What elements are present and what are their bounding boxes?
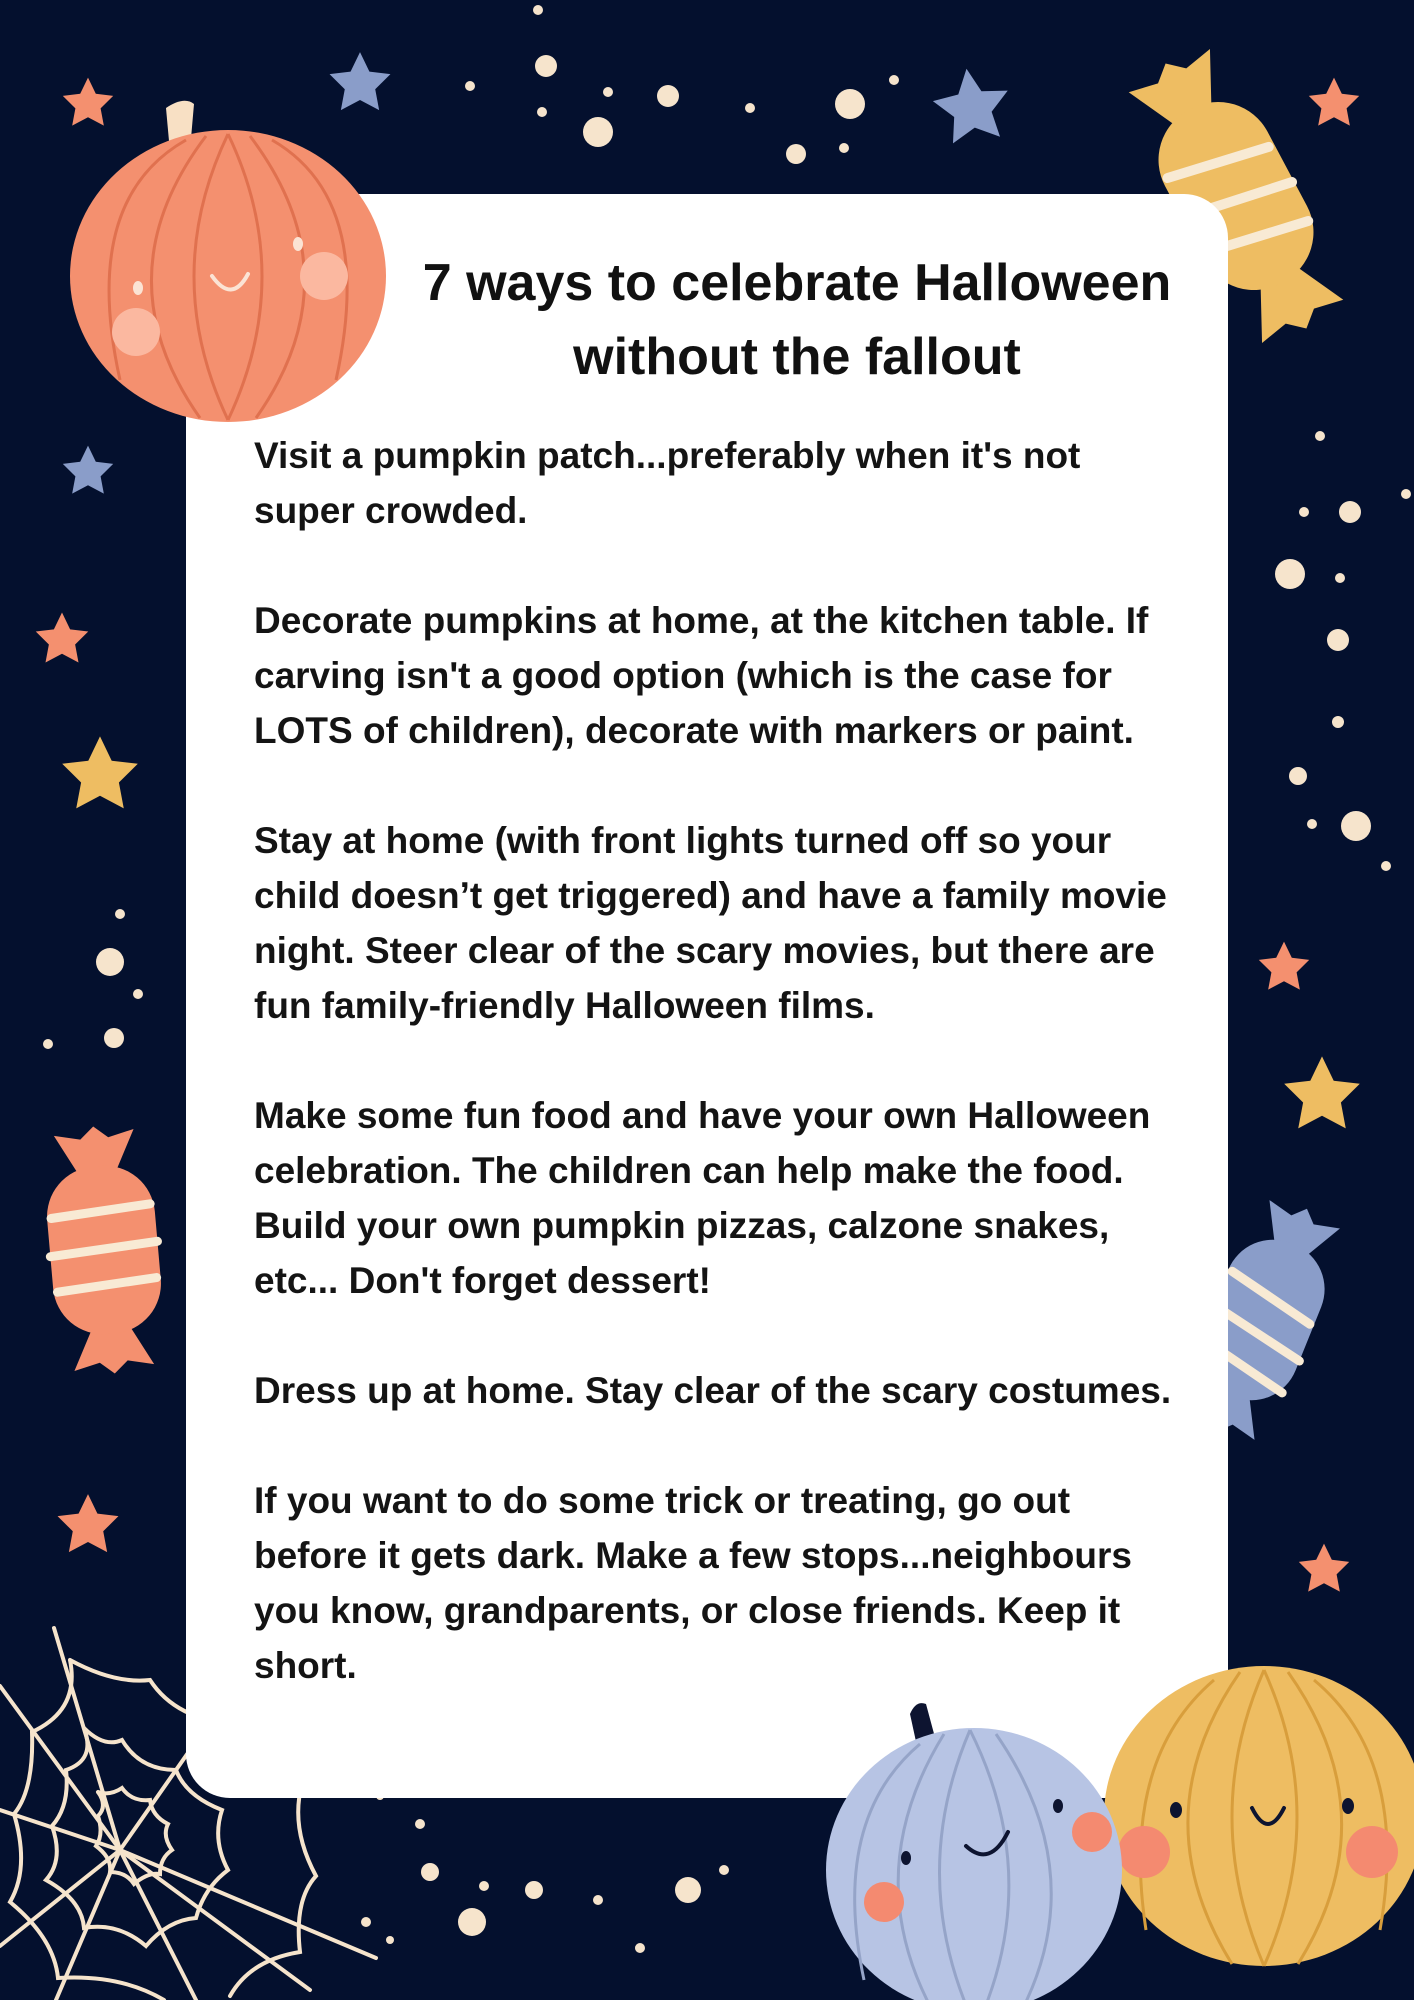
- candy-icon: [39, 1122, 168, 1378]
- tip-item: Make some fun food and have your own Halloween celebration. The children can help make the food. Build your own pumpkin pizzas, calzone snakes, etc... Don't forget dessert!: [254, 1095, 1151, 1301]
- dots-right: [1275, 431, 1411, 871]
- tip-item: Decorate pumpkins at home, at the kitchen table. If carving isn't a good option (which is the case for LOTS of children), decorate with markers or paint.: [254, 600, 1149, 751]
- tips-list: [254, 428, 1174, 1748]
- tip-item: Stay at home (with front lights turned off so your child doesn’t get triggered) and have a family movie night. Steer clear of the scary movies, but there are fun family-friendly Halloween films.: [254, 820, 1167, 1026]
- tip-item: Visit a pumpkin patch...preferably when it's not super crowded.: [254, 435, 1081, 531]
- dots-top: [465, 5, 899, 164]
- tip-item: If you want to do some trick or treating, go out before it gets dark. Make a few stops...neighbours you know, grandparents, or close friends. Keep it short.: [254, 1480, 1132, 1686]
- page-title: 7 ways to celebrate Halloween without the fallout: [422, 254, 1172, 386]
- dots-left: [43, 909, 143, 1049]
- tip-item: Dress up at home. Stay clear of the scary costumes.: [254, 1370, 1172, 1411]
